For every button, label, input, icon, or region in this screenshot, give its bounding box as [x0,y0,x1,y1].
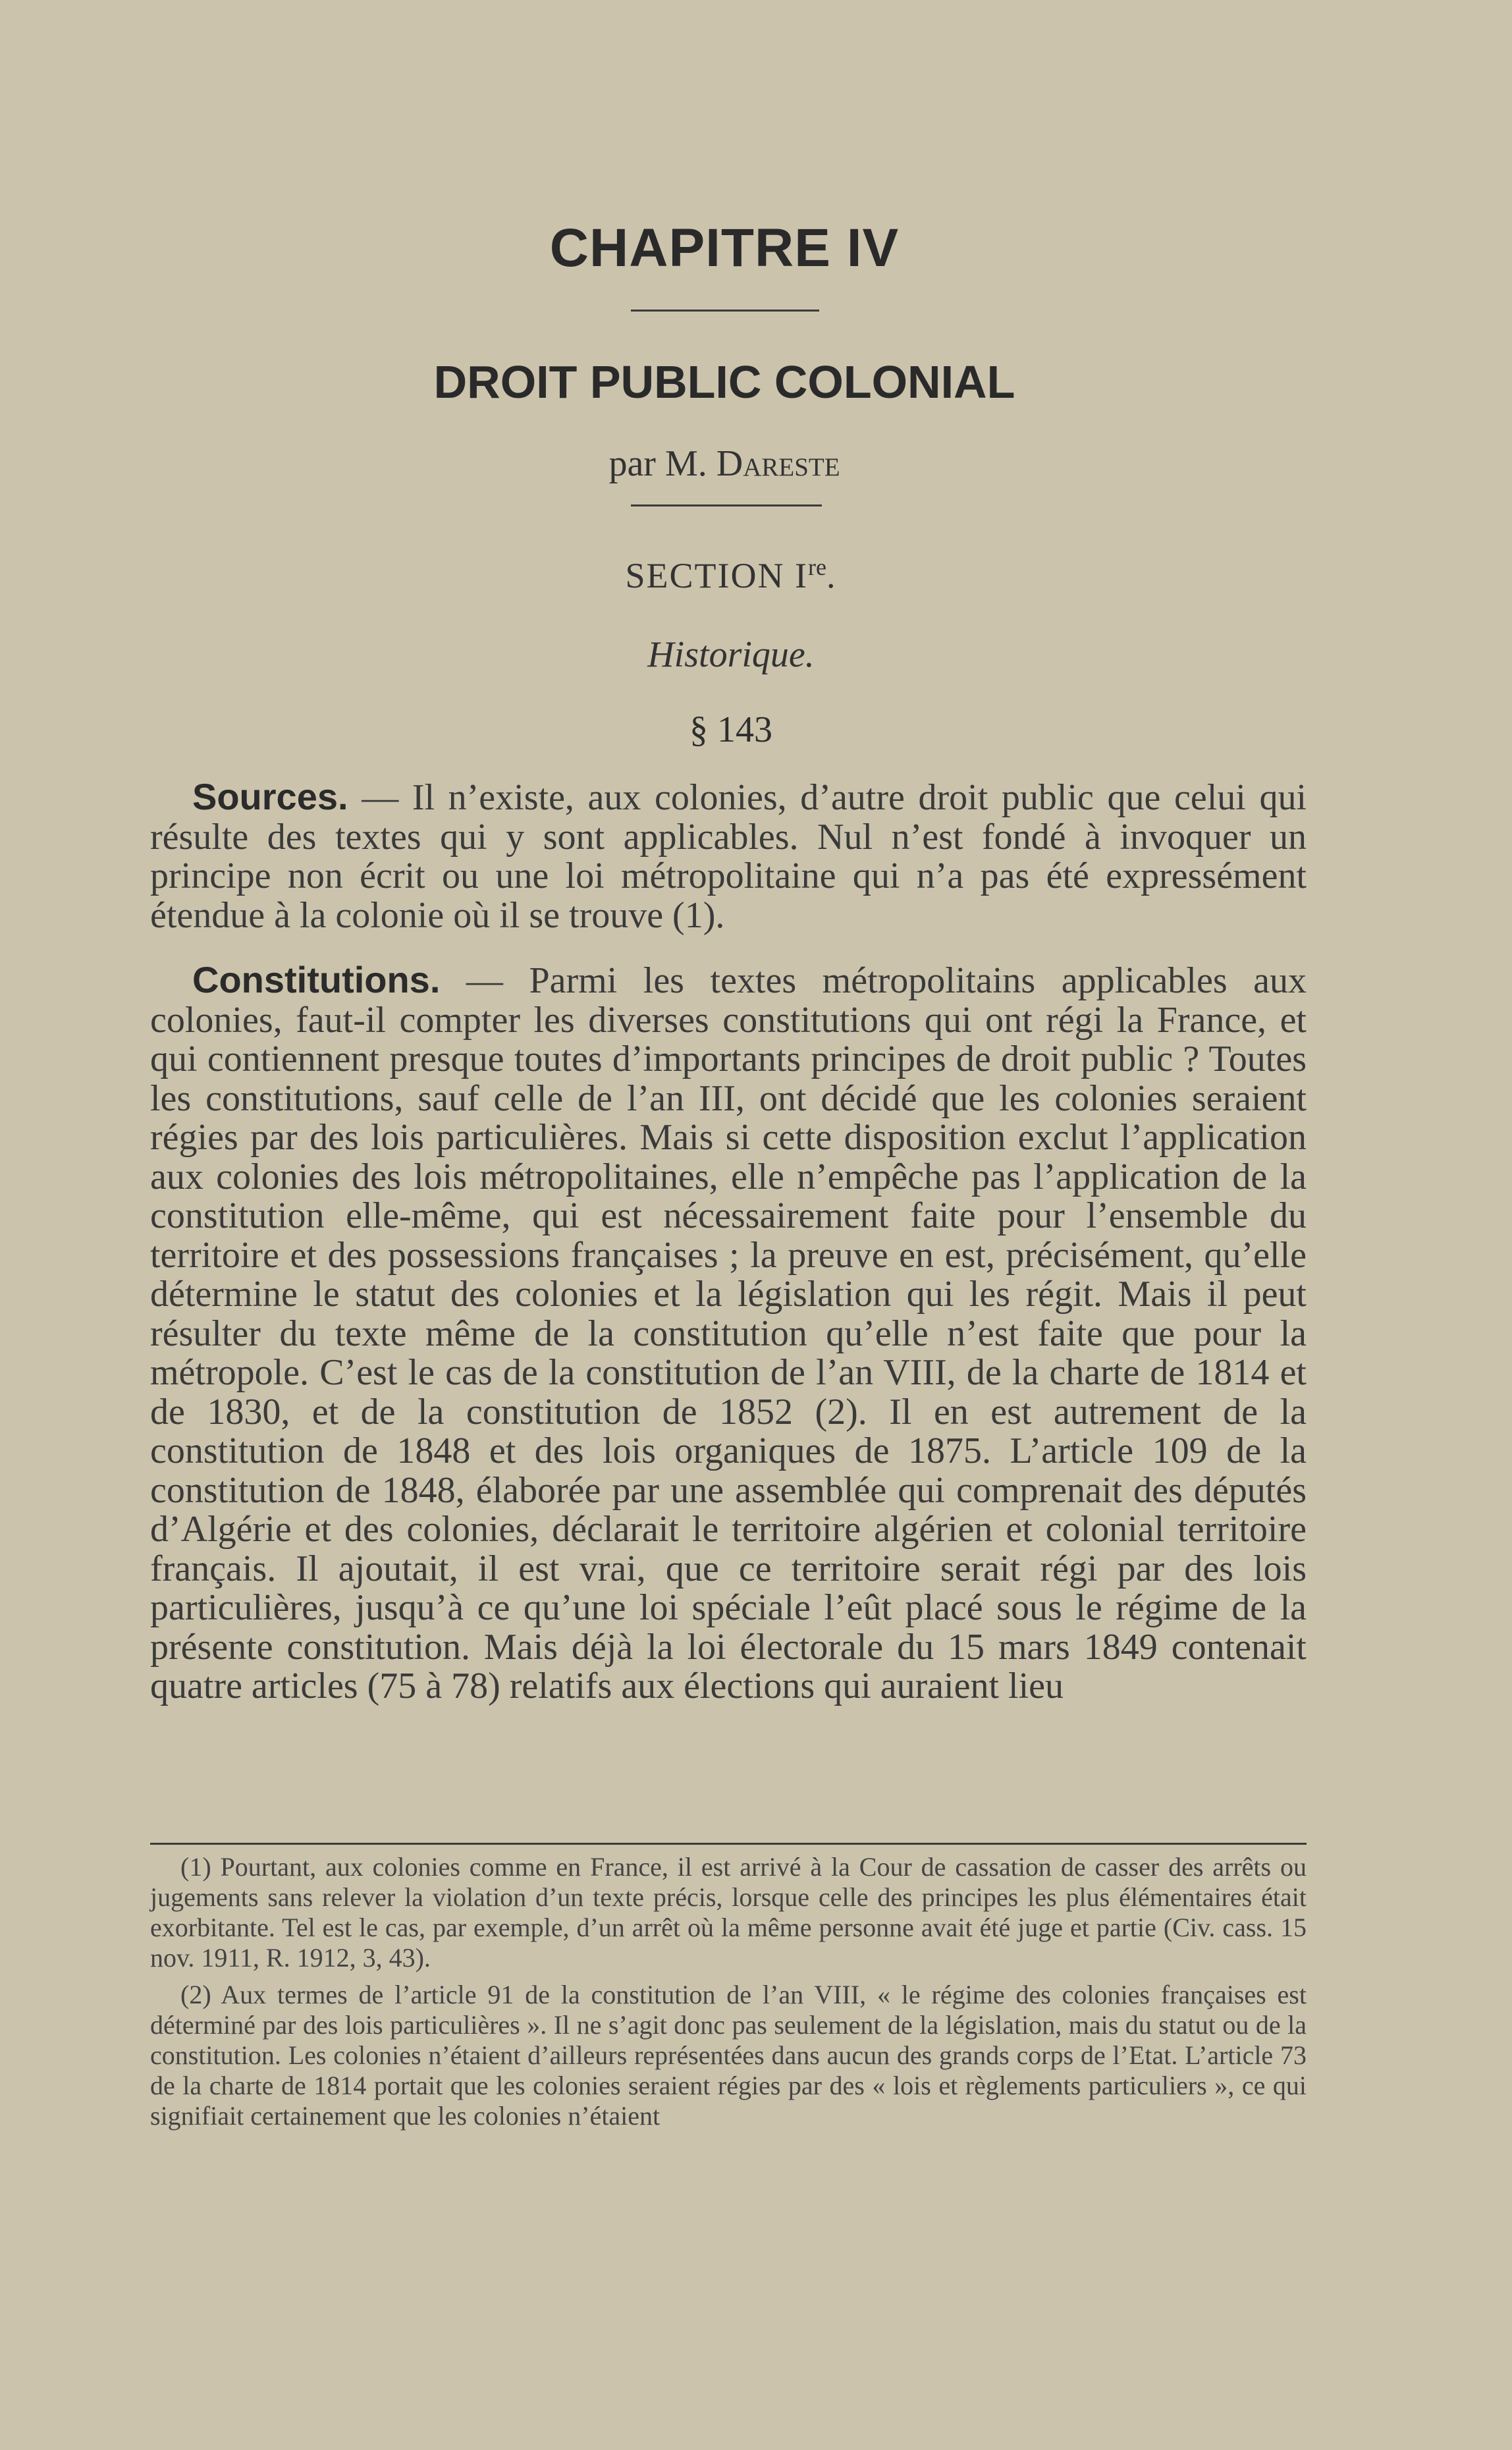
section-heading [0,553,1462,596]
paragraph-sources [150,777,1307,935]
chapter-rule [631,310,819,312]
chapter-title: DROIT PUBLIC COLONIAL [433,356,1015,408]
footnotes [150,1852,1307,2138]
footnote-separator [150,1843,1307,1845]
section-sup: re [808,554,826,580]
footnote-1: (1) Pourtant, aux colonies comme en France, il est arrivé à la Cour de cassation de casser des arrêts ou jugements sans relever la violation d’un texte précis, lorsque celle des principes les plus élémentaires était exorbitante. Tel est le cas, par exemple, d’un arrêt où la même personne avait été juge et partie (Civ. cass. 15 nov. 1911, R. 1912, 3, 43). [150,1852,1307,1973]
title-rule [631,504,822,506]
paragraph-constitutions [150,960,1307,1706]
paragraph-text: — Parmi les textes métropolitains applicables aux colonies, faut-il compter les diverses constitutions qui ont régi la France, et qui contiennent presque toutes d’importants principes de droit public ? Toutes les constitutions, sauf celle de l’an III, ont décidé que les colonies seraient régies par des lois particulières. Mais si cette disposition exclut l’application aux colonies des lois métropolitaines, elle n’empêche pas l’application de la constitution elle-même, qui est nécessairement faite pour l’ensemble du territoire et des possessions françaises ; la preuve en est, précisément, qu’elle détermine le statut des colonies et la législation qui les régit. Mais il peut résulter du texte même de la constitution qu’elle n’est faite que pour la métropole. C’est le cas de la constitution de l’an VIII, de la charte de 1814 et de 1830, et de la constitution de 1852 (2). Il en est autrement de la constitution de 1848 et des lois organiques de 1875. L’article 109 de la constitution de 1848, élaborée par une assemblée qui comprenait des députés d’Algérie et des colonies, déclarait le territoire algérien et colonial territoire français. Il ajoutait, il est vrai, que ce territoire serait régi par des lois particulières, jusqu’à ce qu’une loi spéciale l’eût placé sous le régime de la présente constitution. Mais déjà la loi électorale du 15 mars 1849 contenait quatre articles (75 à 78) relatifs aux élections qui auraient lieu [150,960,1307,1706]
author-name: Dareste [716,443,840,484]
section-label: SECTION I [625,556,808,595]
section-subtitle: Historique. [647,634,815,675]
paragraph-number: § 143 [689,709,772,750]
section-suffix: . [826,556,837,595]
chapter-heading: CHAPITRE IV [549,218,900,278]
footnote-2: (2) Aux termes de l’article 91 de la constitution de l’an VIII, « le régime des colonies françaises est déterminé par des lois particulières ». Il ne s’agit donc pas seulement de la législation, mais du statut ou de la constitution. Les colonies n’étaient d’ailleurs représentées dans aucun des grands corps de l’Etat. L’article 73 de la charte de 1814 portait que les colonies seraient régies par des « lois et règlements particuliers », ce qui signifiait certainement que les colonies n’étaient [150,1980,1307,2131]
paragraph-text: — Il n’existe, aux colonies, d’autre droit public que celui qui résulte des textes qui y sont applicables. Nul n’est fondé à invoquer un principe non écrit ou une loi métropolitaine qui n’a pas été expressément étendue à la colonie où il se trouve (1). [150,777,1307,936]
author-line [0,443,1449,485]
paragraph-lead: Sources. [192,776,348,817]
author-prefix: par M. [608,443,716,484]
paragraph-lead: Constitutions. [192,959,441,1000]
